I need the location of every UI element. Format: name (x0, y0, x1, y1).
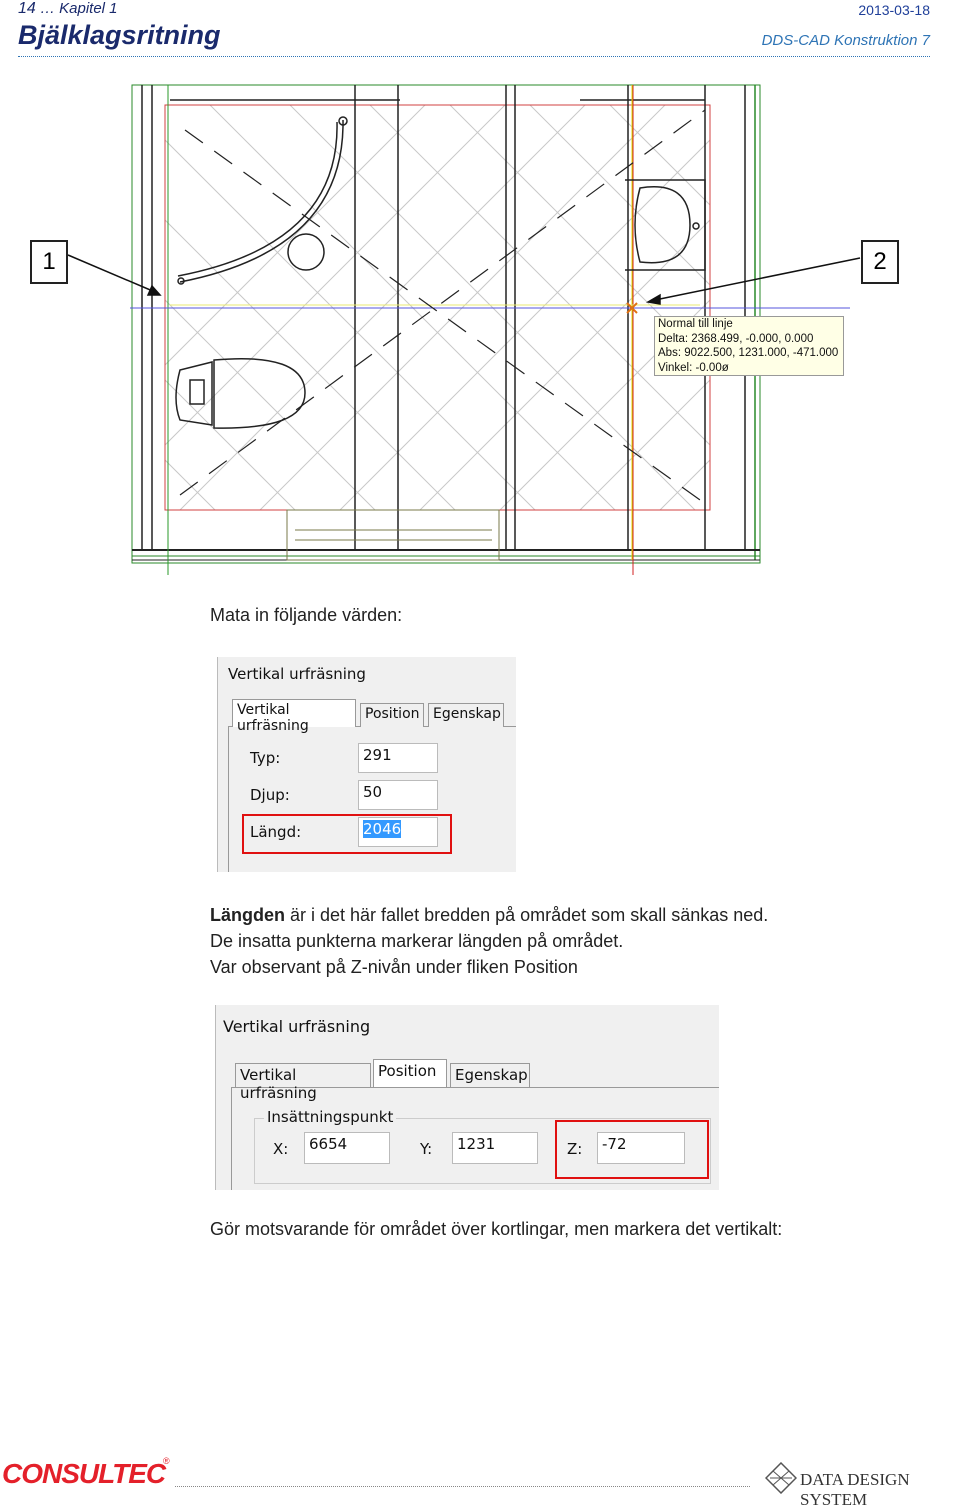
tab-position[interactable]: Position (360, 703, 424, 727)
floor-plan-svg (0, 0, 960, 590)
group-label: Insättningspunkt (264, 1108, 396, 1126)
typ-input[interactable]: 291 (358, 743, 438, 773)
snap-tooltip (654, 316, 844, 376)
typ-label: Typ: (250, 749, 281, 767)
tooltip-line-mode: Normal till linje (658, 318, 733, 330)
para-line-3: Var observant på Z-nivån under fliken Position (210, 957, 578, 977)
para-line-1-rest: är i det här fallet bredden på området som skall sänkas ned. (285, 905, 769, 925)
highlight-box-langd (242, 814, 452, 854)
sink (625, 180, 705, 270)
instruction-paragraph (210, 902, 930, 980)
intro-text: Mata in följande värden: (210, 605, 403, 625)
dds-logo-icon (765, 1462, 797, 1494)
footer-divider (175, 1486, 750, 1487)
para-line-2: De insatta punkterna markerar längden på området. (210, 931, 624, 951)
tooltip-line-delta: Delta: 2368.499, -0.000, 0.000 (658, 332, 814, 345)
y-input[interactable]: 1231 (452, 1132, 538, 1164)
dialog-vertikal-urfrasning-1 (217, 657, 516, 872)
para-line-1 (210, 902, 930, 928)
tooltip-line-angle: Vinkel: -0.00ø (658, 361, 729, 374)
registered-mark-icon: ® (163, 1456, 170, 1466)
highlight-box-z (555, 1120, 709, 1179)
z-input[interactable]: -72 (597, 1132, 685, 1164)
callout-2: 2 (861, 240, 899, 284)
tab2-egenskap[interactable]: Egenskap (450, 1063, 530, 1087)
page-number: 14 (18, 0, 36, 17)
langd-label: Längd: (250, 823, 302, 841)
tab2-vertikal-urfrasning[interactable]: Vertikal urfräsning (235, 1063, 371, 1087)
djup-input[interactable]: 50 (358, 780, 438, 810)
tab-vertikal-urfrasning[interactable]: Vertikal urfräsning (232, 699, 356, 727)
callout-1: 1 (30, 240, 68, 284)
final-instruction: Gör motsvarande för området över kortlingar, men markera det vertikalt: (210, 1219, 783, 1239)
tab-egenskap[interactable]: Egenskap (428, 703, 504, 727)
data-design-system-logo: DATA DESIGN SYSTEM (800, 1470, 910, 1509)
z-label: Z: (567, 1140, 583, 1158)
cad-drawing (0, 0, 960, 590)
page-title: Bjälklagsritning (18, 20, 221, 50)
y-label: Y: (420, 1140, 433, 1158)
x-input[interactable]: 6654 (304, 1132, 390, 1164)
header-date: 2013-03-18 (858, 2, 930, 18)
chapter-label: … Kapitel 1 (39, 0, 118, 17)
dialog2-title: Vertikal urfräsning (223, 1017, 371, 1036)
header-subtitle: DDS-CAD Konstruktion 7 (761, 32, 930, 49)
langd-selected-value: 2046 (363, 820, 402, 838)
consultec-logo: CONSULTEC (2, 1458, 166, 1489)
tooltip-line-abs: Abs: 9022.500, 1231.000, -471.000 (658, 347, 839, 359)
djup-label: Djup: (250, 786, 290, 804)
tab2-position[interactable]: Position (373, 1059, 447, 1087)
dialog-title: Vertikal urfräsning (228, 665, 366, 683)
x-label: X: (273, 1140, 289, 1158)
para-bold-term: Längden (210, 905, 285, 925)
dialog-vertikal-urfrasning-2 (215, 1005, 719, 1190)
